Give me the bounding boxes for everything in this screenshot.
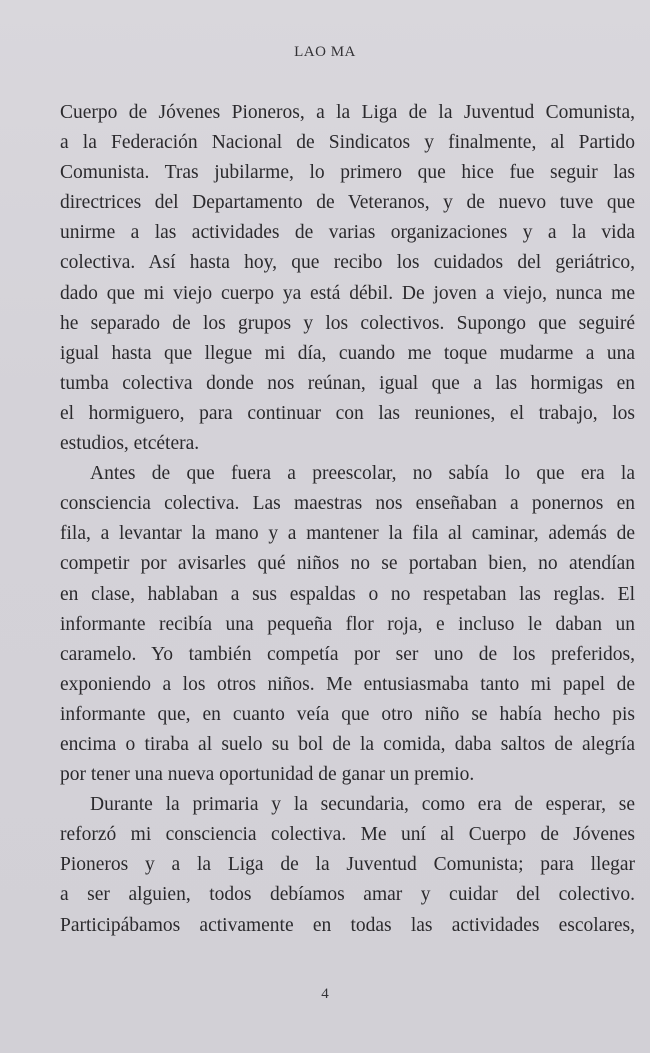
text-line: igual hasta que llegue mi día, cuando me toque mudarme a una [60, 342, 635, 364]
text-line: Participábamos activamente en todas las actividades escolares, [60, 914, 635, 936]
text-line: a la Federación Nacional de Sindicatos y finalmente, al Partido [60, 132, 635, 154]
text-line: directrices del Departamento de Veteranos, y de nuevo tuve que [60, 192, 635, 214]
text-line: consciencia colectiva. Las maestras nos enseñaban a ponernos en [60, 493, 635, 515]
text-line: colectiva. Así hasta hoy, que recibo los cuidados del geriátrico, [60, 252, 635, 274]
text-line: Durante la primaria y la secundaria, como era de esperar, se [90, 794, 635, 816]
text-line: a ser alguien, todos debíamos amar y cuidar del colectivo. [60, 884, 635, 906]
running-head: LAO MA [294, 44, 356, 60]
text-line: reforzó mi consciencia colectiva. Me uní al Cuerpo de Jóvenes [60, 824, 635, 846]
text-line: unirme a las actividades de varias organizaciones y a la vida [60, 222, 635, 244]
text-line: tumba colectiva donde nos reúnan, igual que a las hormigas en [60, 372, 635, 394]
page-number: 4 [321, 986, 329, 1002]
text-line: caramelo. Yo también competía por ser uno de los preferidos, [60, 643, 635, 665]
text-line: exponiendo a los otros niños. Me entusiasmaba tanto mi papel de [60, 673, 635, 695]
text-line: Antes de que fuera a preescolar, no sabía lo que era la [90, 463, 635, 485]
text-line: estudios, etcétera. [60, 433, 200, 455]
text-line: he separado de los grupos y los colectivos. Supongo que seguiré [60, 312, 635, 334]
text-line: Cuerpo de Jóvenes Pioneros, a la Liga de la Juventud Comunista, [60, 102, 635, 123]
text-line: en clase, hablaban a sus espaldas o no respetaban las reglas. El [60, 583, 635, 605]
text-line: Pioneros y a la Liga de la Juventud Comunista; para llegar [60, 854, 635, 876]
body-text [60, 98, 635, 941]
text-line: informante que, en cuanto veía que otro niño se había hecho pis [60, 703, 635, 725]
text-line: por tener una nueva oportunidad de ganar un premio. [60, 764, 475, 786]
text-line: encima o tiraba al suelo su bol de la comida, daba saltos de alegría [60, 733, 635, 755]
text-line: fila, a levantar la mano y a mantener la fila al caminar, además de [60, 523, 635, 545]
text-line: el hormiguero, para continuar con las reuniones, el trabajo, los [60, 402, 635, 424]
text-line: Comunista. Tras jubilarme, lo primero que hice fue seguir las [60, 162, 635, 184]
text-line: dado que mi viejo cuerpo ya está débil. De joven a viejo, nunca me [60, 282, 635, 304]
text-line: informante recibía una pequeña flor roja, e incluso le daban un [60, 613, 635, 635]
text-line: competir por avisarles qué niños no se portaban bien, no atendían [60, 553, 635, 575]
